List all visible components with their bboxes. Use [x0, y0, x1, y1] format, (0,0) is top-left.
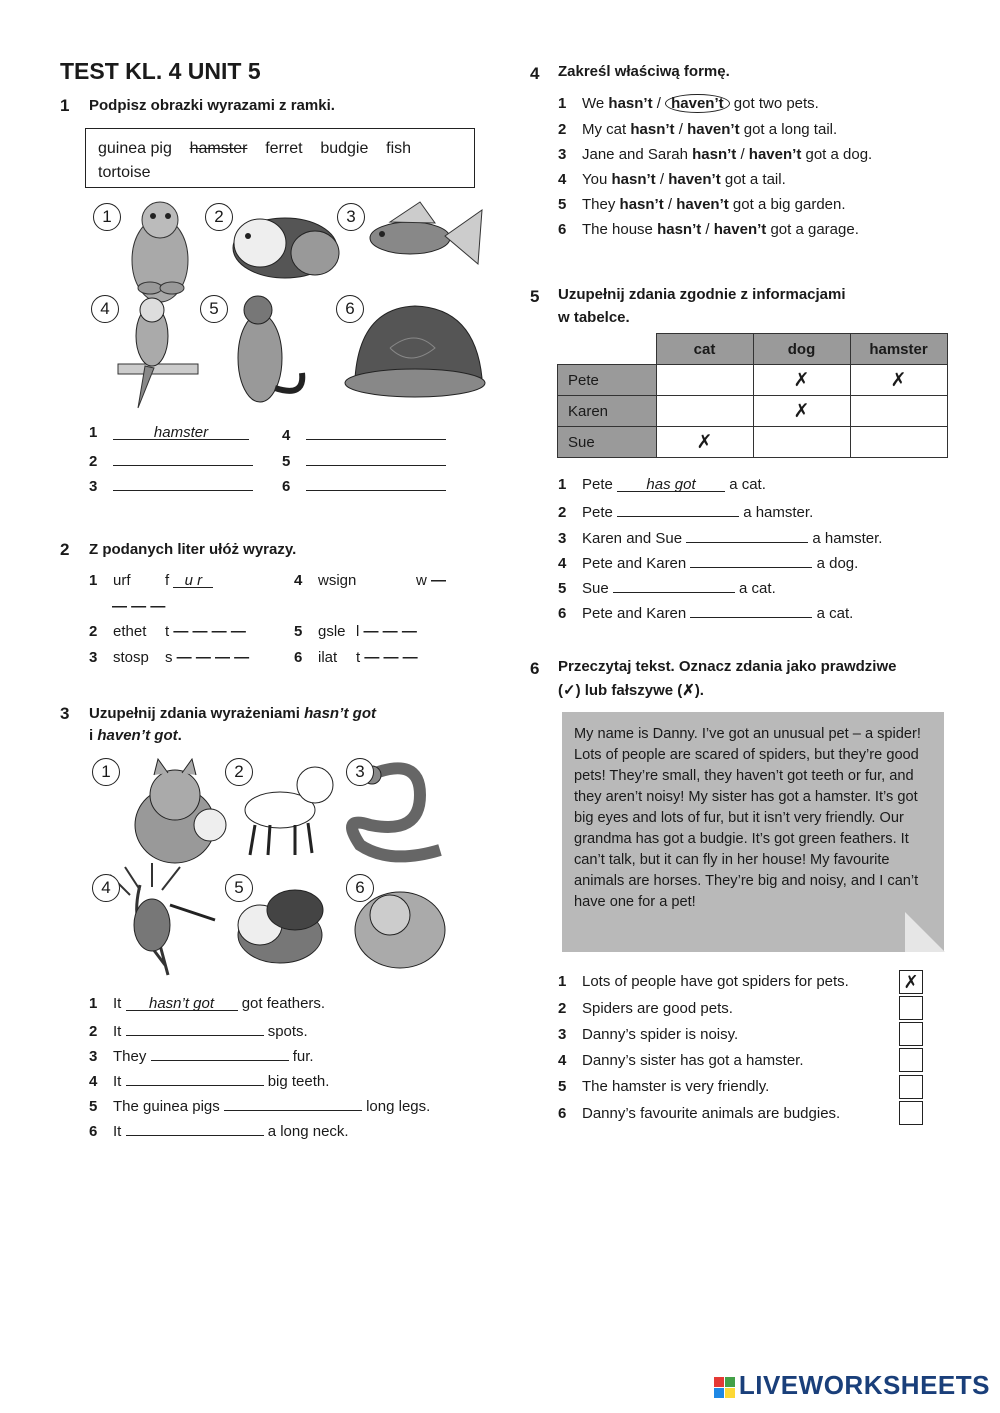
ex1-answer-row: [282, 475, 446, 495]
fish-picture: [370, 202, 482, 264]
picture-number-label: 3: [337, 203, 365, 231]
item-number: 3: [558, 146, 567, 163]
sentence-end: long legs.: [366, 1098, 431, 1115]
liveworksheets-logo[interactable]: [714, 1370, 990, 1401]
sentence-end: a long neck.: [267, 1123, 349, 1140]
ex3-sentence: [89, 995, 325, 1012]
first-letter: t: [356, 649, 361, 666]
ex1-pictures: [90, 198, 490, 413]
picture-number-label: 4: [91, 295, 119, 323]
option-hasnt[interactable]: hasn’t: [619, 196, 664, 213]
sentence-start: My cat: [582, 121, 627, 138]
budgie-picture: [118, 298, 198, 408]
guinea-pig-picture: [233, 218, 339, 278]
answer-blank[interactable]: [690, 552, 812, 568]
first-letter: l: [356, 623, 360, 640]
item-number: 6: [89, 1123, 98, 1140]
option-havent[interactable]: haven’t: [687, 121, 740, 138]
first-letter: f: [165, 572, 170, 589]
ex4-heading: Zakreśl właściwą formę.: [558, 63, 730, 80]
table-cell: ✗: [753, 365, 850, 396]
hamster-sleeping-picture: [355, 892, 445, 968]
sentence-start: They: [582, 196, 616, 213]
sentence-end: got a long tail.: [743, 121, 838, 138]
sentence-start: Pete and Karen: [582, 555, 687, 572]
heading-part: hasn’t got: [304, 705, 376, 722]
sentence-end: a dog.: [816, 555, 859, 572]
picture-number-label: 5: [225, 874, 253, 902]
ex5-heading-line2: w tabelce.: [558, 309, 630, 326]
column-header: cat: [656, 334, 753, 365]
statement-text: Danny’s spider is noisy.: [582, 1026, 739, 1043]
bird-picture: [110, 863, 215, 975]
item-number: 5: [558, 580, 567, 597]
table-cell: [850, 396, 947, 427]
scrambled-word: urf: [113, 572, 131, 589]
row-header: Sue: [558, 427, 657, 458]
table-corner: [558, 334, 657, 365]
sentence-start: The guinea pigs: [113, 1098, 220, 1115]
ex3-number: 3: [60, 704, 70, 723]
table-cell: ✗: [753, 396, 850, 427]
answer-blank[interactable]: [113, 450, 253, 466]
ex2-item: [89, 572, 213, 589]
answer-blank[interactable]: has got: [617, 476, 725, 492]
sentence-start: They: [113, 1048, 147, 1065]
picture-number-label: 6: [336, 295, 364, 323]
answer-blank[interactable]: [126, 1020, 264, 1036]
ex3-sentence: [89, 1095, 430, 1115]
statement-text: Danny’s favourite animals are budgies.: [582, 1105, 841, 1122]
ex4-item: 4 You hasn’t / haven’t got a tail.: [558, 171, 786, 188]
table-cell: [656, 365, 753, 396]
option-havent-circled[interactable]: haven’t: [665, 94, 730, 113]
ex2-heading: Z podanych liter ułóż wyrazy.: [89, 541, 297, 558]
picture-number-label: 4: [92, 874, 120, 902]
item-number: 1: [89, 572, 98, 589]
item-number: 3: [558, 530, 567, 547]
ex3-heading: [89, 705, 376, 722]
answer-checkbox[interactable]: [899, 996, 923, 1020]
column-header: hamster: [850, 334, 947, 365]
logo-square: [714, 1377, 724, 1387]
item-number: 4: [558, 171, 567, 188]
answer-blank[interactable]: [151, 1045, 289, 1061]
answer-blank[interactable]: [306, 450, 446, 466]
option-hasnt[interactable]: hasn’t: [657, 221, 702, 238]
letter-blanks[interactable]: —: [431, 572, 447, 589]
picture-number-label: 1: [92, 758, 120, 786]
ferret-picture: [238, 296, 302, 402]
sentence-end: spots.: [267, 1023, 308, 1040]
table-cell: [850, 427, 947, 458]
ex1-answer-row: [89, 450, 253, 470]
statement-text: Danny’s sister has got a hamster.: [582, 1052, 804, 1069]
scrambled-word: stosp: [113, 649, 149, 666]
ex6-statement: [558, 973, 849, 990]
answer-blank[interactable]: [126, 1070, 264, 1086]
sentence-start: Pete and Karen: [582, 605, 687, 622]
heading-part: Uzupełnij zdania wyrażeniami: [89, 705, 305, 722]
ex2-item: [294, 649, 418, 666]
item-number: 2: [89, 623, 98, 640]
answer-checkbox[interactable]: [899, 1048, 923, 1072]
sentence-end: got a big garden.: [732, 196, 846, 213]
sentence-start: It: [113, 995, 122, 1012]
picture-number-label: 2: [225, 758, 253, 786]
ex2-number: 2: [60, 540, 70, 559]
answer-checkbox[interactable]: [899, 1022, 923, 1046]
ex3-heading-line2: [89, 727, 182, 744]
hamster-picture: [132, 202, 188, 302]
sentence-end: big teeth.: [267, 1073, 330, 1090]
ex2-item: [294, 623, 417, 640]
cat-picture: [135, 759, 226, 863]
heading-part: i: [89, 727, 98, 744]
option-havent[interactable]: haven’t: [668, 171, 721, 188]
logo-text: LIVEWORKSHEETS: [738, 1370, 990, 1400]
ex5-sentence: [558, 577, 776, 597]
word-box-word: guinea pig: [98, 140, 172, 157]
ex5-sentence: [558, 552, 858, 572]
item-number: 4: [294, 572, 303, 589]
sentence-start: Karen and Sue: [582, 530, 683, 547]
word-box-word: ferret: [265, 140, 303, 157]
scrambled-word: wsign: [318, 572, 357, 589]
sentence-end: got a dog.: [805, 146, 873, 163]
item-number: 5: [558, 1078, 567, 1095]
item-number: 4: [89, 1073, 98, 1090]
logo-square: [714, 1388, 724, 1398]
ex1-answer-row: [89, 475, 253, 495]
item-number: 6: [558, 221, 567, 238]
word-box-word-crossed: hamster: [189, 140, 248, 157]
first-letter: s: [165, 649, 173, 666]
sentence-start: It: [113, 1023, 122, 1040]
ex2-item: [89, 649, 249, 666]
item-number: 6: [558, 1105, 567, 1122]
answer-blank[interactable]: [306, 475, 446, 491]
heading-part: .: [177, 727, 182, 744]
picture-number-label: 1: [93, 203, 121, 231]
statement-text: Spiders are good pets.: [582, 1000, 733, 1017]
ex5-sentence: [558, 602, 853, 622]
sentence-start: Pete: [582, 504, 613, 521]
dog-picture: [245, 767, 333, 855]
letter-blanks[interactable]: u r: [173, 572, 213, 588]
option-hasnt[interactable]: hasn’t: [611, 171, 656, 188]
sentence-end: a cat.: [816, 605, 854, 622]
page-fold-corner: [905, 912, 945, 952]
table-row: [558, 365, 948, 396]
ex6-statement: [558, 1078, 769, 1095]
answer-checkbox[interactable]: ✗: [899, 970, 923, 994]
pets-table: [557, 333, 948, 458]
statement-text: Lots of people have got spiders for pets.: [582, 973, 849, 990]
answer-blank[interactable]: [113, 475, 253, 491]
table-cell: [753, 427, 850, 458]
ex3-sentence: [89, 1070, 329, 1090]
ex6-heading-line2: (✓) lub fałszywe (✗).: [558, 682, 704, 699]
item-number: 6: [294, 649, 303, 666]
ex6-heading: Przeczytaj tekst. Oznacz zdania jako prawdziwe: [558, 658, 897, 675]
sentence-end: a cat.: [729, 476, 766, 493]
sentence-start: It: [113, 1073, 122, 1090]
ex5-number: 5: [530, 287, 540, 306]
answer-blank[interactable]: [613, 577, 735, 593]
ex5-sentence: [558, 527, 882, 547]
table-row: [558, 396, 948, 427]
answer-blank[interactable]: [126, 1120, 264, 1136]
item-number: 4: [282, 427, 291, 444]
item-number: 3: [558, 1026, 567, 1043]
option-hasnt[interactable]: hasn’t: [630, 121, 675, 138]
ex3-sentence: [89, 1045, 314, 1065]
word-box: [85, 128, 475, 188]
logo-square: [725, 1388, 735, 1398]
item-number: 6: [282, 478, 291, 495]
item-number: 1: [558, 973, 567, 990]
sentence-end: a hamster.: [812, 530, 883, 547]
statement-text: The hamster is very friendly.: [582, 1078, 770, 1095]
option-hasnt[interactable]: hasn’t: [692, 146, 737, 163]
item-number: 6: [558, 605, 567, 622]
guinea-pigs-picture: [238, 890, 323, 963]
item-number: 2: [558, 121, 567, 138]
word-box-word: fish: [386, 140, 412, 157]
item-number: 1: [558, 95, 567, 112]
heading-part: haven’t got: [97, 727, 178, 744]
answer-blank[interactable]: [690, 602, 812, 618]
sentence-end: got feathers.: [241, 995, 326, 1012]
ex6-statement: [558, 1000, 733, 1017]
item-number: 5: [89, 1098, 98, 1115]
ex6-statement: [558, 1026, 738, 1043]
item-number: 3: [89, 1048, 98, 1065]
picture-number-label: 5: [200, 295, 228, 323]
answer-checkbox[interactable]: [899, 1101, 923, 1125]
ex4-item: 5 They hasn’t / haven’t got a big garden.: [558, 196, 846, 213]
answer-checkbox[interactable]: [899, 1075, 923, 1099]
item-number: 4: [558, 555, 567, 572]
ex4-item: 2 My cat hasn’t / haven’t got a long tail.: [558, 121, 838, 138]
item-number: 1: [89, 424, 98, 441]
option-havent[interactable]: haven’t: [676, 196, 729, 213]
first-letter: t: [165, 623, 170, 640]
scrambled-word: gsle: [318, 623, 346, 640]
sentence-start: Jane and Sarah: [582, 146, 688, 163]
letter-blanks[interactable]: — — — —: [173, 623, 246, 640]
column-header: dog: [753, 334, 850, 365]
sentence-start: It: [113, 1123, 122, 1140]
letter-blanks[interactable]: — — — —: [176, 649, 250, 666]
sentence-start: The house: [582, 221, 653, 238]
item-number: 3: [89, 649, 98, 666]
ex6-statement: [558, 1052, 804, 1069]
first-letter: w: [416, 572, 427, 589]
ex4-item: 1 We hasn’t / haven’t got two pets.: [558, 95, 819, 112]
item-number: 5: [282, 453, 291, 470]
item-number: 2: [558, 1000, 567, 1017]
sentence-start: Pete: [582, 476, 613, 493]
item-number: 1: [558, 476, 567, 493]
logo-icon: [714, 1377, 735, 1398]
tortoise-picture: [345, 306, 485, 397]
sentence-start: Sue: [582, 580, 609, 597]
logo-square: [725, 1377, 735, 1387]
sentence-end: got a tail.: [724, 171, 786, 188]
sentence-end: a cat.: [739, 580, 776, 597]
row-header: Pete: [558, 365, 657, 396]
ex1-number: 1: [60, 96, 70, 115]
ex4-number: 4: [530, 64, 540, 83]
ex6-number: 6: [530, 659, 540, 678]
item-number: 5: [294, 623, 303, 640]
ex5-heading: Uzupełnij zdania zgodnie z informacjami: [558, 286, 846, 303]
letter-blanks[interactable]: — — —: [364, 649, 418, 666]
word-box-word: tortoise: [98, 164, 151, 181]
option-havent[interactable]: haven’t: [748, 146, 802, 163]
letter-blanks[interactable]: — — —: [363, 623, 417, 640]
picture-number-label: 2: [205, 203, 233, 231]
sentence-end: fur.: [292, 1048, 314, 1065]
answer-blank[interactable]: [224, 1095, 362, 1111]
answer-blank[interactable]: hamster: [113, 424, 249, 440]
item-number: 4: [558, 1052, 567, 1069]
worksheet-title: TEST KL. 4 UNIT 5: [60, 58, 261, 84]
ex6-statement: [558, 1105, 840, 1122]
ex3-pictures: [90, 755, 470, 985]
reading-text: My name is Danny. I’ve got an unusual pet – a spider! Lots of people are scared of spiders, but they’re good pets! They’re small, they haven’t got teeth or fur, and they aren’t noisy! My sister has got a hamster. It’s got big eyes and lots of fur, but it isn’t very friendly. Our grandma has got a budgie. It’s got green feathers. It can’t talk, but it can fly in her house! My favourite animals are horses. They’re big and noisy, and I can’t have one for a pet!: [562, 712, 944, 952]
item-number: 1: [89, 995, 98, 1012]
table-header-row: [558, 334, 948, 365]
item-number: 5: [558, 196, 567, 213]
ex4-item: 3 Jane and Sarah hasn’t / haven’t got a dog.: [558, 146, 873, 163]
table-cell: ✗: [850, 365, 947, 396]
ex5-sentence: [558, 476, 766, 493]
sentence-end: got a garage.: [770, 221, 859, 238]
ex3-sentence: [89, 1020, 308, 1040]
answer-blank[interactable]: hasn’t got: [126, 995, 238, 1011]
sentence-end: a hamster.: [743, 504, 814, 521]
item-number: 2: [558, 504, 567, 521]
letter-blanks-continued[interactable]: — — —: [112, 598, 166, 615]
table-cell: [656, 396, 753, 427]
item-number: 2: [89, 1023, 98, 1040]
table-cell: ✗: [656, 427, 753, 458]
answer-blank[interactable]: [686, 527, 808, 543]
scrambled-word: ethet: [113, 623, 147, 640]
ex1-heading: Podpisz obrazki wyrazami z ramki.: [89, 97, 335, 114]
ex3-sentence: [89, 1120, 349, 1140]
picture-number-label: 3: [346, 758, 374, 786]
ex2-item: [294, 572, 446, 589]
ex5-sentence: [558, 501, 813, 521]
ex2-item: [89, 623, 246, 640]
item-number: 3: [89, 478, 98, 495]
item-number: 2: [89, 453, 98, 470]
sentence-start: We: [582, 95, 605, 112]
ex1-answer-row: [89, 424, 249, 441]
scrambled-word: ilat: [318, 649, 338, 666]
answer-blank[interactable]: [617, 501, 739, 517]
word-box-word: budgie: [320, 140, 369, 157]
table-row: [558, 427, 948, 458]
answer-blank[interactable]: [306, 424, 446, 440]
option-havent[interactable]: haven’t: [713, 221, 767, 238]
row-header: Karen: [558, 396, 657, 427]
sentence-start: You: [582, 171, 608, 188]
option-hasnt[interactable]: hasn’t: [608, 95, 653, 112]
sentence-end: got two pets.: [733, 95, 819, 112]
ex4-item: 6 The house hasn’t / haven’t got a garage.: [558, 221, 859, 238]
ex1-answer-row: [282, 424, 446, 444]
ex1-answer-row: [282, 450, 446, 470]
picture-number-label: 6: [346, 874, 374, 902]
